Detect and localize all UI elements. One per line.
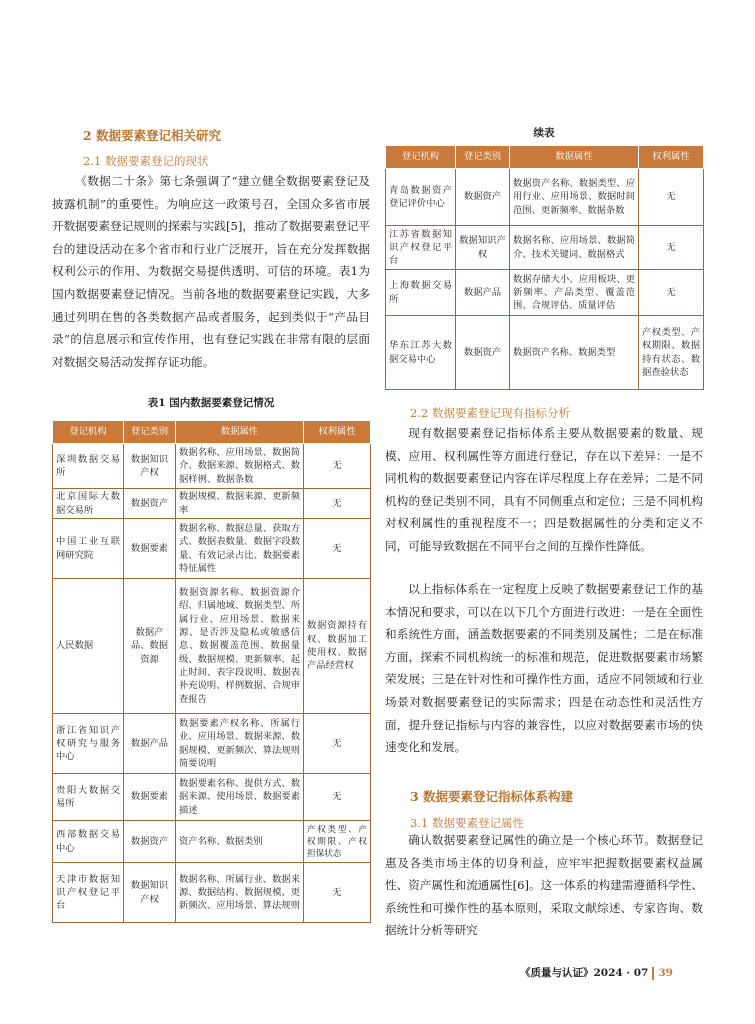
- cell-category: 数据知识产权: [456, 226, 510, 270]
- cell-rights: 无: [304, 444, 371, 489]
- cell-institution: 西部数据交易中心: [53, 821, 124, 863]
- table-row: [386, 316, 704, 390]
- footer-divider: [652, 967, 654, 980]
- section-2-2-heading: 2.2 数据要素登记现有指标分析: [410, 406, 570, 420]
- section-3-1-paragraph: 确认数据要素登记属性的确立是一个核心环节。数据登记惠及各类市场主体的切身利益，应牢牢把握数据要素权益属性、资产属性和流通属性[6]。这一体系的构建需遵循科学性、系统性和可操作性的基本原则，采取文献综述、专家咨询、数据统计分析等研究: [385, 833, 703, 938]
- table-row: [53, 821, 371, 863]
- section-2-1-heading: 2.1 数据要素登记的现状: [83, 154, 209, 168]
- cell-data-attributes: 数据名称、应用场景、数据简介、数据来源、数据格式、数据样例、数据条数: [176, 444, 304, 489]
- cell-rights: 无: [639, 226, 704, 270]
- cell-institution: 中国工业互联网研究院: [53, 519, 124, 579]
- col-header-category: 登记类别: [456, 146, 510, 169]
- section-2-1-paragraph: 《数据二十条》第七条强调了“建立健全数据要素登记及披露机制”的重要性。为响应这一政策号召，全国众多省市展开数据要素登记规则的探索与实践[5]，推动了数据要素登记平台的建设活动在多个省市和行业广泛展开，旨在充分发挥数据权利公示的作用、为数据交易提供透明、可信的环境。表1为国内数据要素登记情况。当前各地的数据要素登记实践，大多通过列明在售的各类数据产品或者服务，起到类似于“产品目录”的信息展示和宣传作用，也有登记实践在非常有限的层面对数据交易活动发挥存证功能。: [52, 174, 370, 369]
- table-row: [53, 863, 371, 923]
- table1-continued: [385, 145, 704, 390]
- cell-institution: 人民数据: [53, 579, 124, 714]
- cell-data-attributes: 数据存储大小、应用板块、更新频率、产品类型、覆盖范围、合规评估、质量评估: [510, 270, 639, 316]
- cell-category: 数据产品、数据资源: [124, 579, 176, 714]
- cell-category: 数据要素: [124, 519, 176, 579]
- table-row: [386, 169, 704, 226]
- table-cont-header-row: [386, 146, 704, 169]
- cell-rights: 无: [304, 519, 371, 579]
- cell-data-attributes: 数据规模、数据来源、更新频率: [176, 489, 304, 519]
- cell-institution: 贵阳大数据交易所: [53, 774, 124, 821]
- table1-header-row: [53, 421, 371, 444]
- cell-data-attributes: 数据资源名称、数据资源介绍、归属地域、数据类型、所属行业、应用场景、数据来源、是否涉及隐私或敏感信息、数据覆盖范围、数据量级、数据规模、更新频率、起止时间、表字段说明、数据表补充说明、样例数据、合规审查报告: [176, 579, 304, 714]
- cell-data-attributes: 数据要素产权名称、所属行业、应用场景、数据来源、数据规模、更新频次、算法规则简要说明: [176, 714, 304, 774]
- cell-category: 数据资产: [124, 821, 176, 863]
- cell-rights: 无: [639, 169, 704, 226]
- table1: [52, 420, 371, 923]
- cell-category: 数据产品: [124, 714, 176, 774]
- cell-category: 数据知识产权: [124, 863, 176, 923]
- page-footer: [520, 965, 673, 980]
- page-number: 39: [658, 967, 673, 979]
- section-2-heading: 2 数据要素登记相关研究: [83, 128, 222, 143]
- cell-rights: 无: [304, 863, 371, 923]
- col-header-category: 登记类别: [124, 421, 176, 444]
- cell-category: 数据资产: [456, 316, 510, 390]
- col-header-rights: 权利属性: [304, 421, 371, 444]
- cell-institution: 上海数据交易所: [386, 270, 456, 316]
- cell-rights: 产权类型、产权期限、产权担保状态: [304, 821, 371, 863]
- table-row: [53, 519, 371, 579]
- table-continued-title: 续表: [533, 127, 555, 139]
- section-3-1-heading: 3.1 数据要素登记属性: [410, 816, 524, 830]
- cell-institution: 江苏省数据知识产权登记平台: [386, 226, 456, 270]
- cell-institution: 华东江苏大数据交易中心: [386, 316, 456, 390]
- cell-data-attributes: 数据名称、应用场景、数据简介、技术关键词、数据格式: [510, 226, 639, 270]
- table-row: [53, 489, 371, 519]
- col-header-institution: 登记机构: [386, 146, 456, 169]
- cell-institution: 北京国际大数据交易所: [53, 489, 124, 519]
- cell-category: 数据产品: [456, 270, 510, 316]
- cell-institution: 深圳数据交易所: [53, 444, 124, 489]
- col-header-institution: 登记机构: [53, 421, 124, 444]
- cell-institution: 天津市数据知识产权登记平台: [53, 863, 124, 923]
- cell-category: 数据资产: [456, 169, 510, 226]
- cell-category: 数据知识产权: [124, 444, 176, 489]
- table-row: [53, 444, 371, 489]
- cell-data-attributes: 数据要素名称、提供方式、数据来源、使用场景、数据要素描述: [176, 774, 304, 821]
- journal-name: 《质量与认证》2024 · 07: [520, 967, 649, 979]
- section-2-2-paragraph-2: 以上指标体系在一定程度上反映了数据要素登记工作的基本情况和要求，可以在以下几个方面进行改进：一是在全面性和系统性方面，涵盖数据要素的不同类別及属性；二是在标准方面，探索不同机构统一的标准和规范，促进数据要素市场繁荣发展；三是在针对性和可操作性方面，适应不同领域和行业场景对数据要素登记的实际需求；四是在动态性和灵活性方面，提升登记指标与内容的兼容性，以应对数据要素市场的快速变化和发展。: [385, 582, 703, 755]
- cell-rights: 产权类型、产权期限、数据持有状态、数据查验状态: [639, 316, 704, 390]
- cell-category: 数据要素: [124, 774, 176, 821]
- table-row: [386, 226, 704, 270]
- cell-data-attributes: 数据资产名称、数据类型: [510, 316, 639, 390]
- cell-rights: 无: [304, 714, 371, 774]
- section-3-heading: 3 数据要素登记指标体系构建: [410, 789, 574, 804]
- col-header-rights: 权利属性: [639, 146, 704, 169]
- table1-caption: 表1 国内数据要素登记情况: [147, 397, 275, 409]
- cell-data-attributes: 数据资产名称、数据类型、应用行业、应用场景、数据时间范围、更新频率、数据条数: [510, 169, 639, 226]
- cell-rights: 无: [639, 270, 704, 316]
- section-2-2-paragraph-1: 现有数据要素登记指标体系主要从数据要素的数量、规模、应用、权利属性等方面进行登记，存在以下差异：一是不同机构的数据要素登记内容在详尽程度上存在差异；二是不同机构的登记类别不同，具有不同侧重点和定位；三是不同机构对权利属性的重视程度不一；四是数据属性的分类和定义不同，可能导致数据在不同平台之间的互操作性降低。: [385, 426, 703, 553]
- table-row: [53, 714, 371, 774]
- cell-institution: 青岛数据资产登记评价中心: [386, 169, 456, 226]
- cell-data-attributes: 数据名称、所属行业、数据来源、数据结构、数据规模、更新频次、应用场景、算法规则: [176, 863, 304, 923]
- cell-rights: 无: [304, 774, 371, 821]
- cell-data-attributes: 数据名称、数据总量、获取方式、数据表数量、数据字段数量、有效记录占比、数据要素特征属性: [176, 519, 304, 579]
- table-row: [53, 579, 371, 714]
- table-row: [386, 270, 704, 316]
- table-row: [53, 774, 371, 821]
- cell-data-attributes: 资产名称、数据类别: [176, 821, 304, 863]
- cell-institution: 浙江省知识产权研究与服务中心: [53, 714, 124, 774]
- cell-rights: 无: [304, 489, 371, 519]
- cell-category: 数据资产: [124, 489, 176, 519]
- cell-rights: 数据资源持有权、数据加工使用权、数据产品经营权: [304, 579, 371, 714]
- col-header-data-attributes: 数据属性: [510, 146, 639, 169]
- col-header-data-attributes: 数据属性: [176, 421, 304, 444]
